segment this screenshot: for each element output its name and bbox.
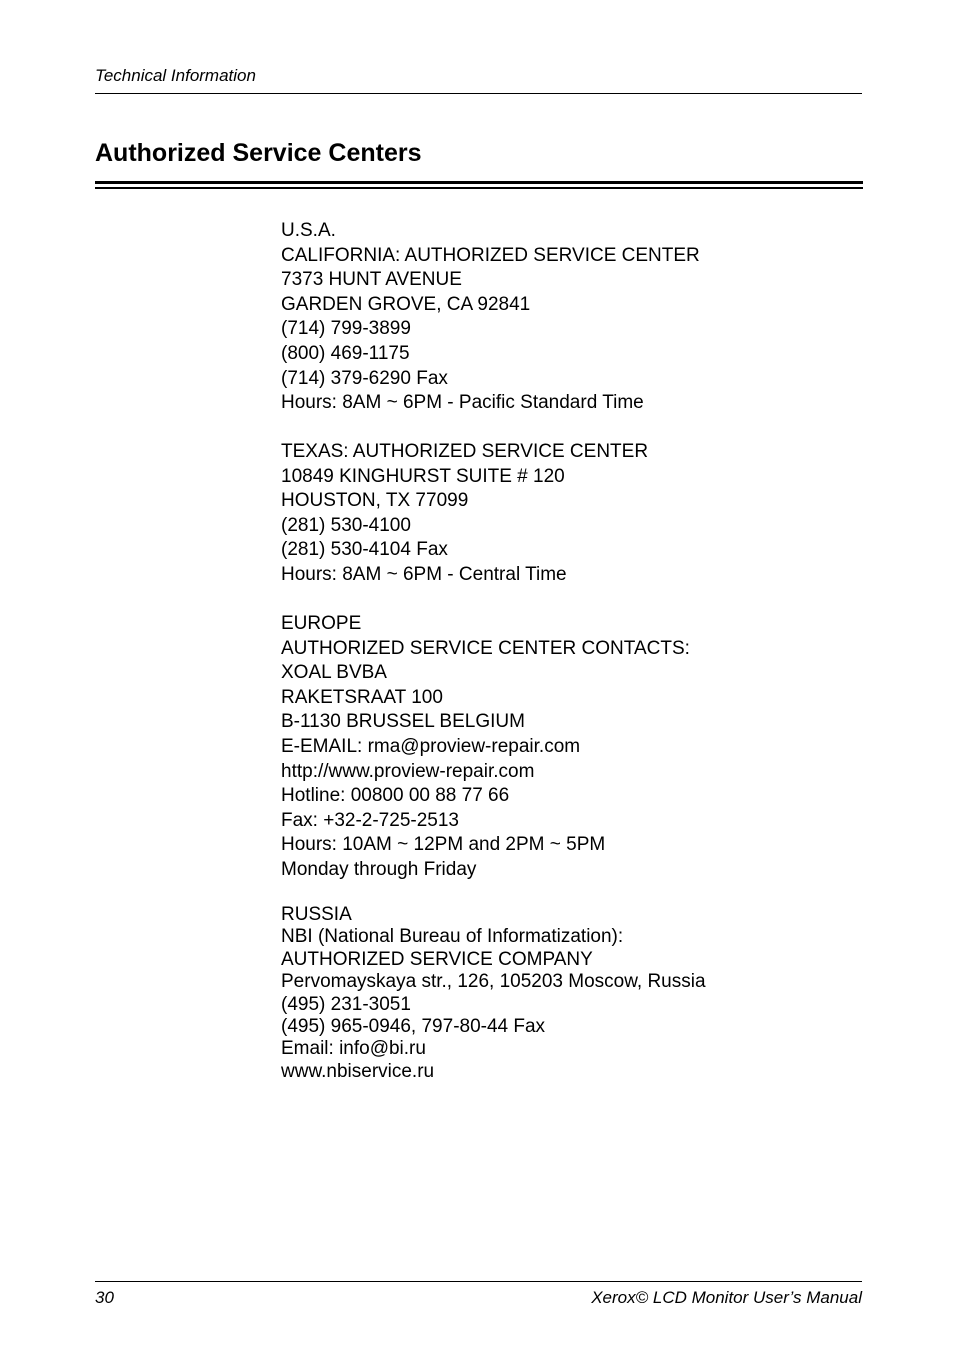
fax-line: (281) 530-4104 Fax bbox=[281, 539, 448, 561]
phone-line: (281) 530-4100 bbox=[281, 514, 411, 536]
address-line: B-1130 BRUSSEL BELGIUM bbox=[281, 711, 525, 733]
hours-line: Monday through Friday bbox=[281, 858, 477, 880]
website-line: http://www.proview-repair.com bbox=[281, 760, 535, 782]
address-line: RAKETSRAAT 100 bbox=[281, 686, 443, 708]
hours-line: Hours: 8AM ~ 6PM - Central Time bbox=[281, 563, 567, 585]
address-line: TEXAS: AUTHORIZED SERVICE CENTER bbox=[281, 441, 649, 462]
fax-line: (495) 965-0946, 797-80-44 Fax bbox=[281, 1016, 546, 1038]
email-line: Email: info@bi.ru bbox=[281, 1038, 426, 1060]
address-line: GARDEN GROVE, CA 92841 bbox=[281, 293, 531, 315]
address-line: CALIFORNIA: AUTHORIZED SERVICE CENTER bbox=[281, 244, 700, 266]
service-center-europe bbox=[281, 612, 861, 883]
service-center-russia bbox=[281, 904, 861, 1083]
address-line: U.S.A. bbox=[281, 220, 336, 241]
page-title: Authorized Service Centers bbox=[95, 139, 422, 167]
address-line: XOAL BVBA bbox=[281, 662, 387, 684]
email-line: E-EMAIL: rma@proview-repair.com bbox=[281, 735, 581, 757]
website-line: www.nbiservice.ru bbox=[281, 1060, 435, 1082]
address-line: HOUSTON, TX 77099 bbox=[281, 490, 469, 512]
title-rule-thin bbox=[95, 187, 863, 189]
region-line: EUROPE bbox=[281, 613, 362, 634]
hotline-line: Hotline: 00800 00 88 77 66 bbox=[281, 785, 510, 807]
header-rule bbox=[95, 93, 862, 94]
address-line: NBI (National Bureau of Informatization): bbox=[281, 926, 624, 948]
fax-line: Fax: +32-2-725-2513 bbox=[281, 809, 459, 831]
phone-line: (714) 799-3899 bbox=[281, 318, 411, 340]
address-line: 7373 HUNT AVENUE bbox=[281, 269, 462, 291]
page-number: 30 bbox=[95, 1288, 114, 1307]
manual-title: Xerox© LCD Monitor User’s Manual bbox=[591, 1288, 862, 1307]
phone-line: (800) 469-1175 bbox=[281, 342, 410, 364]
address-line: 10849 KINGHURST SUITE # 120 bbox=[281, 465, 565, 487]
hours-line: Hours: 10AM ~ 12PM and 2PM ~ 5PM bbox=[281, 834, 606, 856]
service-center-usa-california bbox=[281, 219, 861, 416]
footer-rule bbox=[95, 1281, 862, 1282]
address-line: AUTHORIZED SERVICE COMPANY bbox=[281, 948, 593, 970]
hours-line: Hours: 8AM ~ 6PM - Pacific Standard Time bbox=[281, 392, 644, 414]
address-line: AUTHORIZED SERVICE CENTER CONTACTS: bbox=[281, 637, 690, 659]
address-line: Pervomayskaya str., 126, 105203 Moscow, Russia bbox=[281, 971, 706, 993]
region-line: RUSSIA bbox=[281, 904, 352, 925]
running-header: Technical Information bbox=[95, 66, 256, 85]
fax-line: (714) 379-6290 Fax bbox=[281, 367, 448, 389]
service-center-texas bbox=[281, 440, 861, 588]
title-rule-thick bbox=[95, 181, 863, 184]
phone-line: (495) 231-3051 bbox=[281, 993, 411, 1015]
